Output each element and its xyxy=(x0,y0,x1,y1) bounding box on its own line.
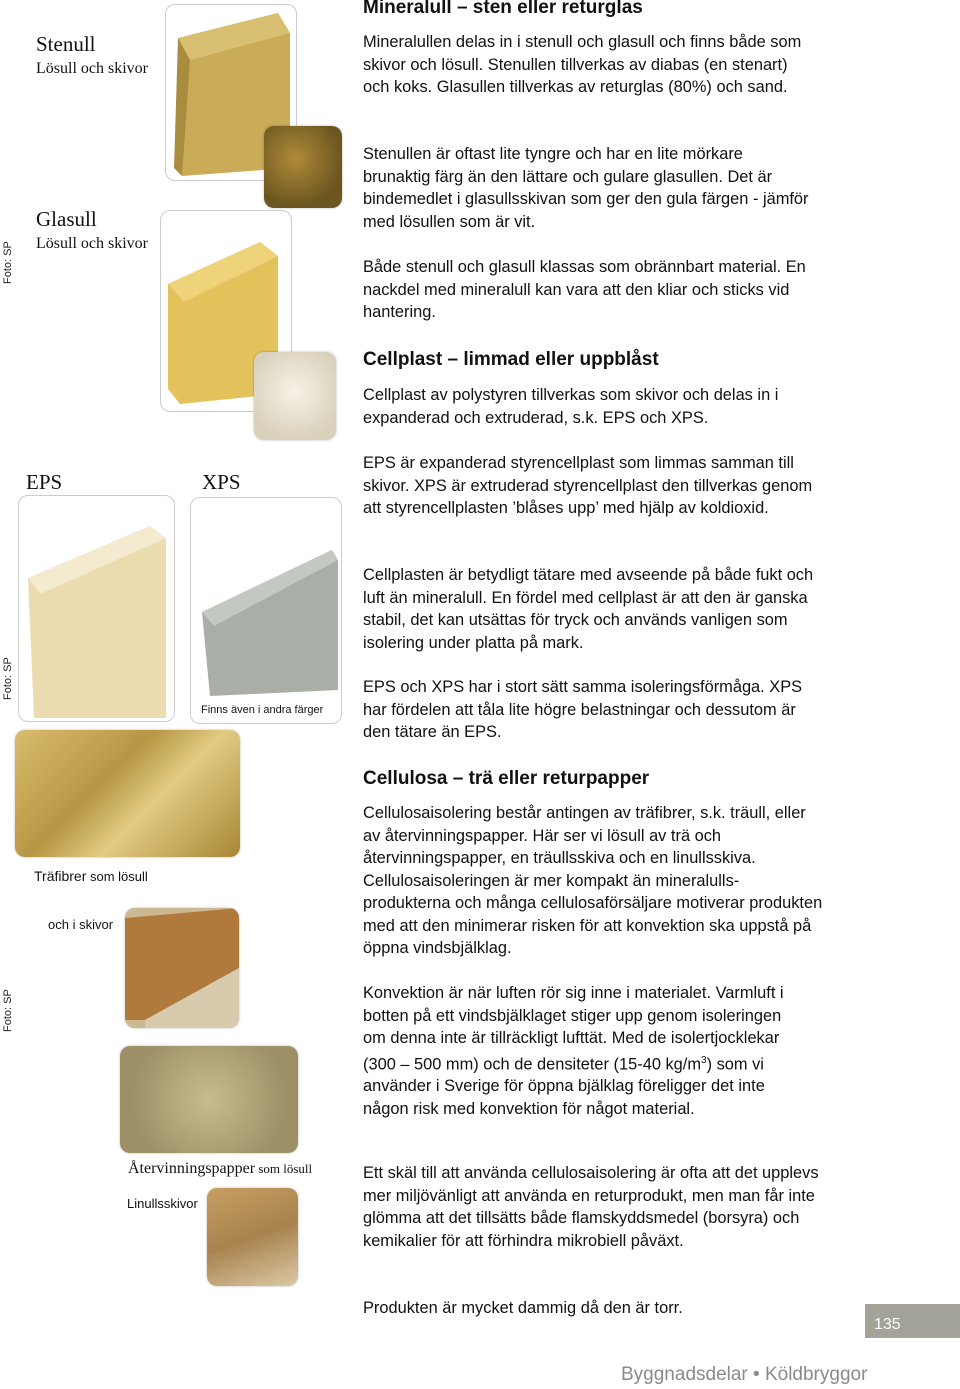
photo-credit: Foto: SP xyxy=(2,241,14,284)
cellplast-p1: Cellplast av polystyren tillverkas som skivor och delas in i expanderad och extruderad, s.k. EPS och XPS. xyxy=(363,386,779,427)
mineralull-p3: Både stenull och glasull klassas som obrännbart material. En nackdel med mineralull kan vara att den kliar och sticks vid hantering. xyxy=(363,258,806,321)
xps-board-image xyxy=(192,500,340,700)
label-recycled-paper-main: Återvinningspapper xyxy=(128,1160,256,1177)
label-other-colors: Finns även i andra färger xyxy=(201,704,324,716)
label-wood-fiber-main: Träfibrer xyxy=(34,868,87,884)
glass-wool-loose-image xyxy=(254,352,336,440)
cellulosa-p1: Cellulosaisolering består antingen av träfibrer, s.k. träull, eller av återvinningspapper. Här ser vi lösull av trä och återvinningspapper, en träullsskiva och en linullsskiva. Cellulosaisoleringen är mer kompakt än mineralulls-produkterna och många cellulosaförsäljare motiverar produkten med att den minimerar risken för att konvektion ska uppstå på öppna vindsbjälklag. xyxy=(363,804,823,957)
label-xps: XPS xyxy=(202,470,241,494)
heading-mineralull: Mineralull – sten eller returglas xyxy=(363,0,643,18)
cellulosa-p3: Ett skäl till att använda cellulosaisolering är ofta att det upplevs mer miljövänligt att använda en returprodukt, men man får inte glömma att det tillsätts både flamskyddsmedel (borsyra) och kemikalier för att förhindra mikrobiell påväxt. xyxy=(363,1164,819,1250)
cellulosa-p4: Produkten är mycket dammig då den är torr. xyxy=(363,1299,683,1317)
label-wood-fiber-sub: som lösull xyxy=(86,869,148,884)
label-stenull: Stenull xyxy=(36,32,96,56)
label-eps: EPS xyxy=(26,470,63,494)
label-glasull-sub: Lösull och skivor xyxy=(36,235,148,252)
cellulosa-p2 xyxy=(363,982,803,1120)
page-number-tab xyxy=(865,1304,960,1338)
photo-credit: Foto: SP xyxy=(2,657,14,700)
label-linen-boards: Linullsskivor xyxy=(127,1196,198,1211)
cellplast-p3: Cellplasten är betydligt tätare med avseende på både fukt och luft än mineralull. En fördel med cellplast är att den är ganska stabil, det kan utsättas för tryck och används vanligen som isolering under platta på mark. xyxy=(363,566,814,652)
heading-cellplast: Cellplast – limmad eller uppblåst xyxy=(363,349,659,370)
mineralull-p1: Mineralullen delas in i stenull och glasull och finns både som skivor och lösull. Stenullen tillverkas av diabas (en stenart) och koks. Glasullen tillverkas av returglas (80%) och sand. xyxy=(363,33,802,96)
eps-board-image xyxy=(20,498,170,720)
heading-cellulosa: Cellulosa – trä eller returpapper xyxy=(363,768,650,789)
label-boards: och i skivor xyxy=(48,917,114,932)
label-recycled-paper xyxy=(128,1160,312,1178)
label-recycled-paper-sub: som lösull xyxy=(255,1161,313,1176)
page-number: 135 xyxy=(874,1316,901,1333)
cellplast-p4: EPS och XPS har i stort sätt samma isoleringsförmåga. XPS har fördelen att tåla lite högre belastningar och dessutom är den tätare än EPS. xyxy=(363,678,803,741)
photo-credit: Foto: SP xyxy=(2,989,14,1032)
cellulosa-p2-part2: ) som vi använder i Sverige för öppna bjälklag föreligger det inte någon risk med konvektion för något material. xyxy=(363,1054,765,1118)
recycled-paper-loose-image xyxy=(120,1046,298,1153)
cellulosa-p2-part1: Konvektion är när luften rör sig inne i materialet. Varmluft i botten på ett vindsbjälklaget stiger upp genom isoleringen om denna inte är tillräckligt lufttät. Med de isolertjocklekar (300 – 500 mm) och de densiteter (15-40 kg/m xyxy=(363,984,784,1073)
wood-fiber-loose-image xyxy=(15,730,240,857)
label-wood-fiber xyxy=(34,868,148,884)
cellulosa-p2-sup: 3 xyxy=(701,1054,707,1066)
stone-wool-loose-image xyxy=(264,126,342,208)
linen-board-image xyxy=(207,1188,298,1286)
running-title: Byggnadsdelar • Köldbryggor xyxy=(621,1364,868,1385)
wood-fiber-board-image xyxy=(125,908,239,1028)
cellplast-p2: EPS är expanderad styrencellplast som limmas samman till skivor. XPS är extruderad styrencellplast den tillverkas genom att styrencellplasten ’blåses upp’ med hjälp av koldioxid. xyxy=(363,454,813,517)
label-stenull-sub: Lösull och skivor xyxy=(36,60,148,77)
label-glasull: Glasull xyxy=(36,207,97,231)
mineralull-p2: Stenullen är oftast lite tyngre och har en lite mörkare brunaktig färg än den lättare och gulare glasullen. Det är bindemedlet i glasullsskivan som ger den gula färgen - jämför med lösullen som är vit. xyxy=(363,145,809,231)
